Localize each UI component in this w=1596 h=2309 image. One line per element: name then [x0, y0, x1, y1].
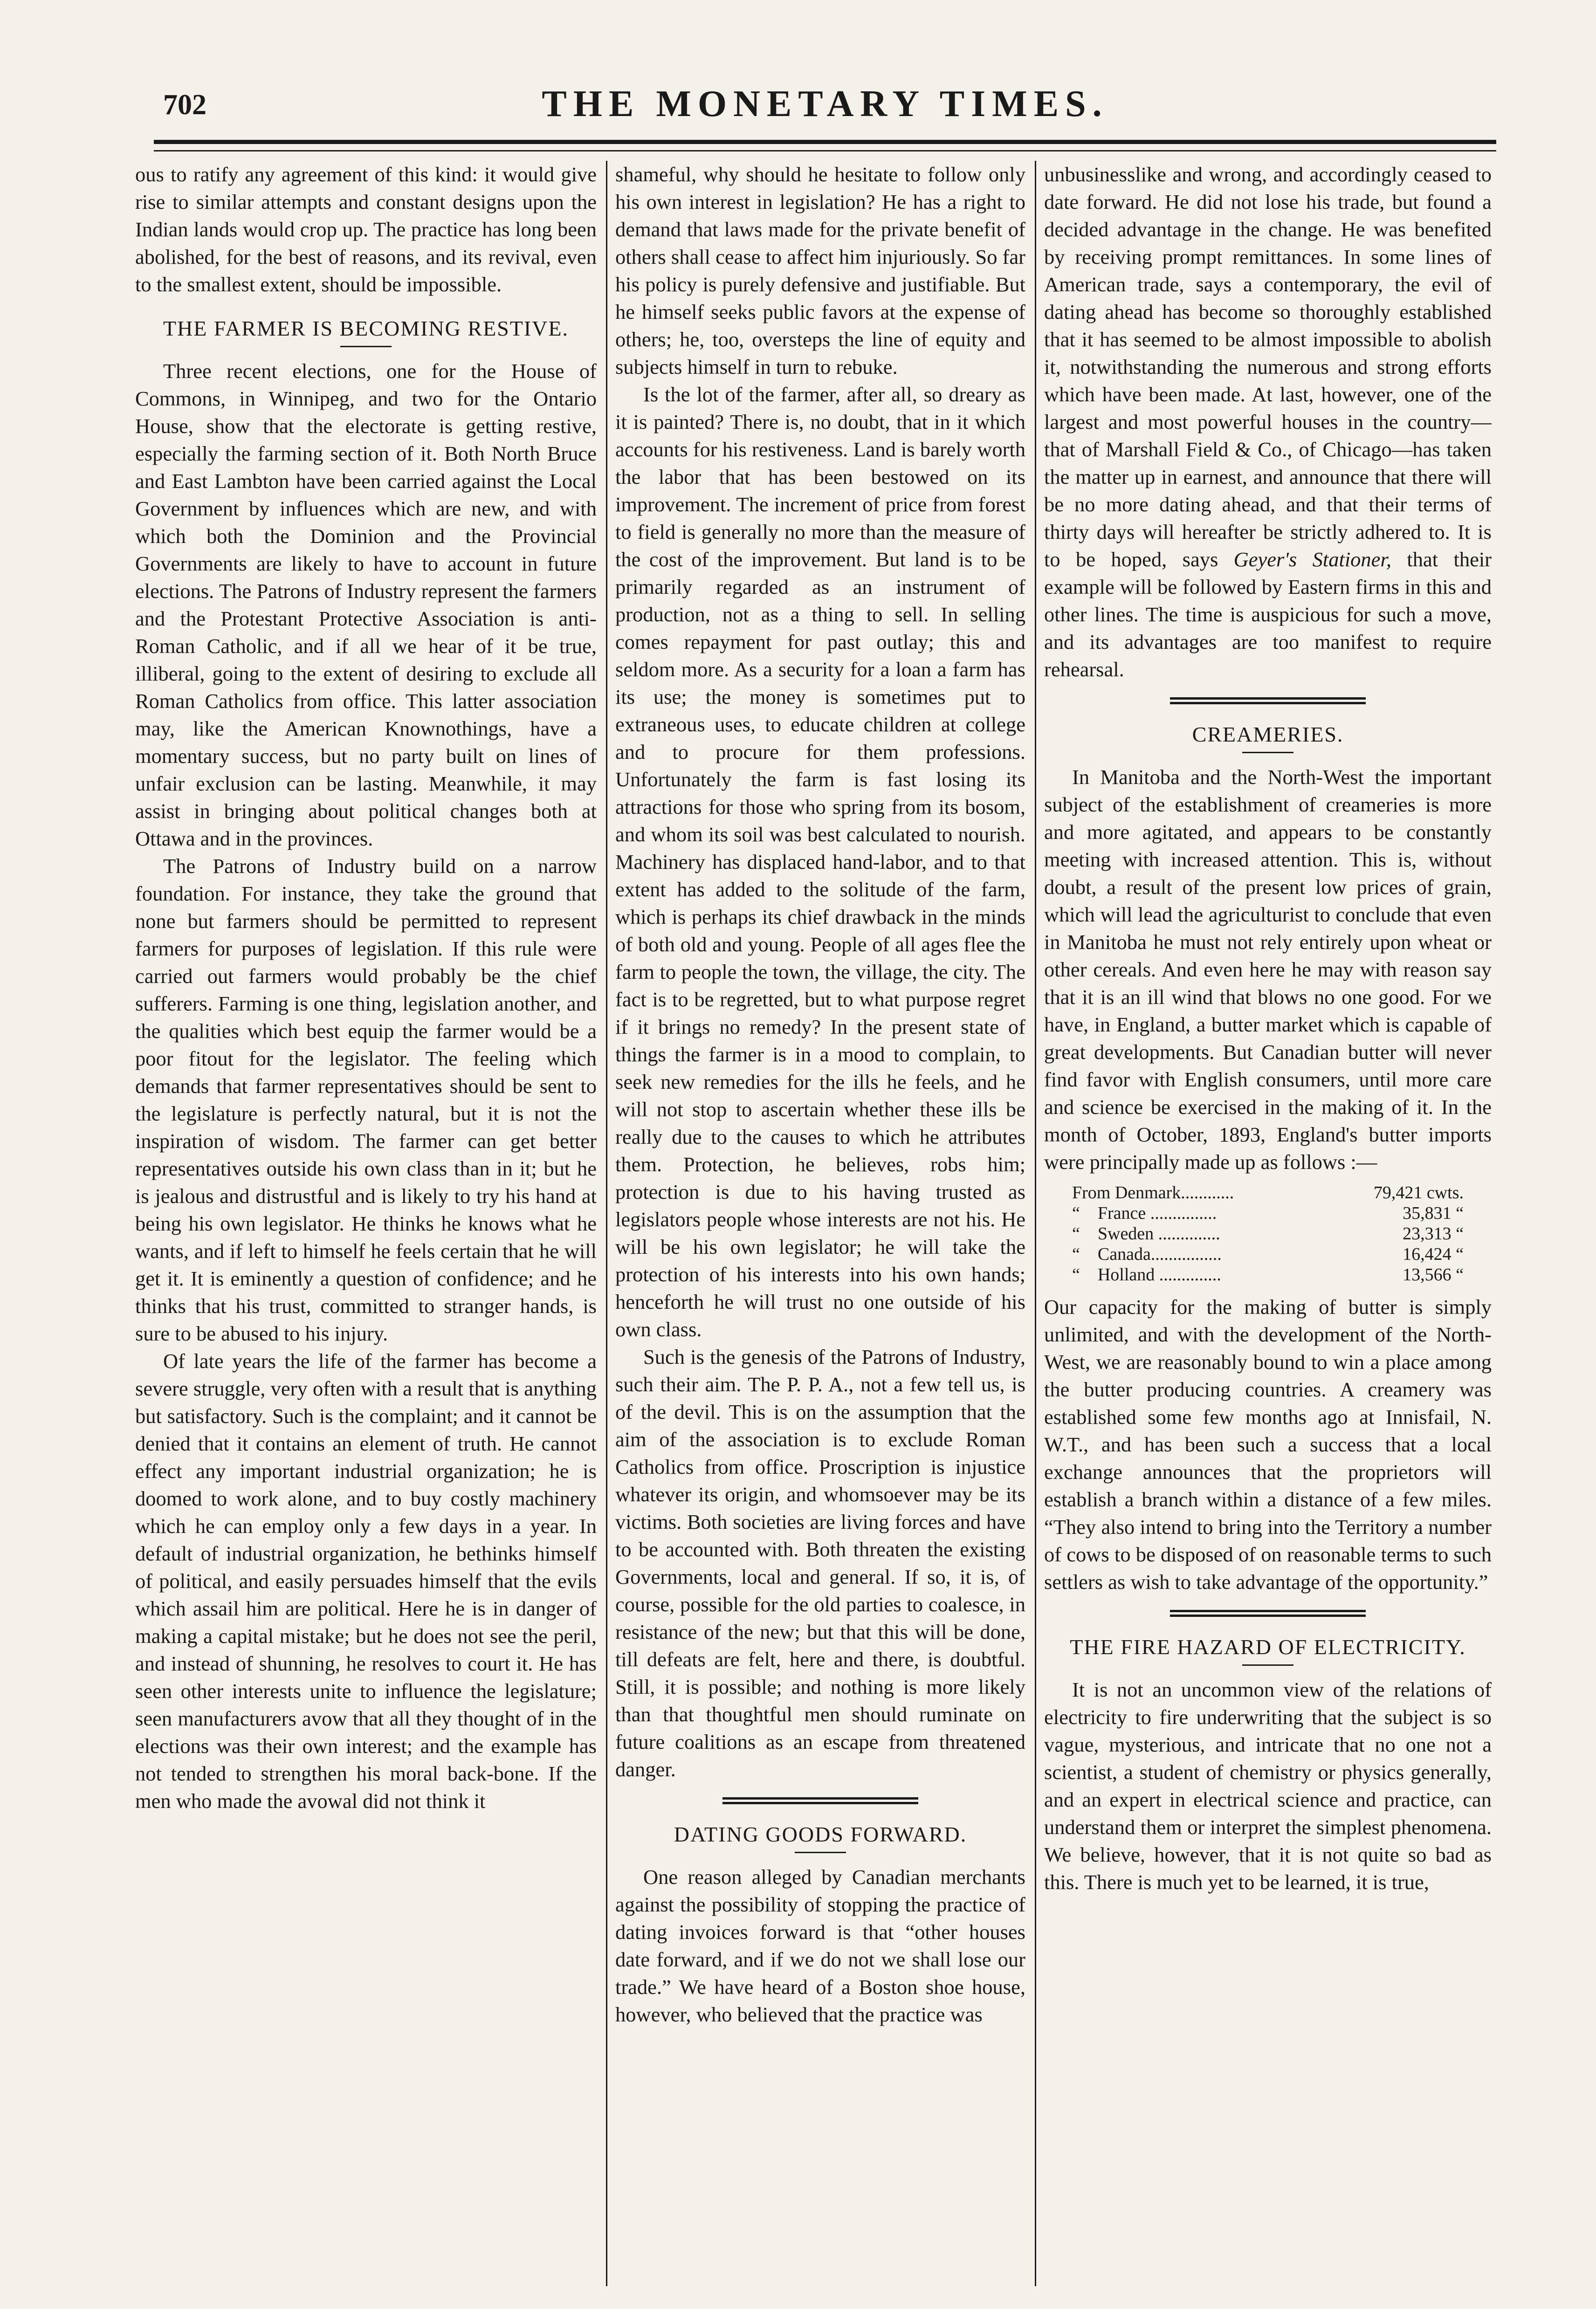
- import-country: “ Sweden ..............: [1072, 1224, 1220, 1244]
- heading-rule: [340, 346, 392, 347]
- paragraph: Three recent elections, one for the House of Commons, in Winnipeg, and two for the Ontario House, show that the electorate is getting restive, especially the farming section of it. Both North Bruce and East Lambton have been carried against the Local Government by influences which are new, and with which both the Dominion and the Provincial Governments are likely to have to account in future elections. The Patrons of Industry represent the farmers and the Protestant Protective Association is anti-Roman Catholic, and if all we hear of it be true, illiberal, going to the extent of desiring to exclude all Roman Catholics from office. This latter association may, like the American Knownothings, have a momentary success, but no party built on lines of unfair exclusion can be lasting. Meanwhile, it may assist in bringing about political changes both at Ottawa and in the provinces.: [135, 359, 597, 850]
- column-divider: [606, 161, 607, 2286]
- paragraph: One reason alleged by Canadian merchants against the possibility of stopping the practice of dating invoices forward is that “other houses date forward, and if we do not we shall lose our trade.” We have heard of a Boston shoe house, however, who believed that the practice was: [615, 1865, 1025, 2026]
- import-value: 16,424 “: [1403, 1244, 1464, 1264]
- paragraph: It is not an uncommon view of the relations of electricity to fire underwriting that the subject is so vague, mysterious, and intricate that no one not a scientist, a student of chemistry or physics generally, and an expert in electrical science and practice, can understand them or interpret the simplest phenomena. We believe, however, that it is not quite so bad as this. There is much yet to be learned, it is true,: [1044, 1678, 1492, 1894]
- butter-imports-table: [1072, 1182, 1464, 1285]
- section-double-rule: [1170, 697, 1366, 704]
- column-3: [1044, 161, 1492, 2286]
- section-double-rule: [1170, 1610, 1366, 1617]
- import-row: [1072, 1182, 1464, 1203]
- masthead-title: THE MONETARY TIMES.: [542, 83, 1108, 124]
- import-country: “ France ...............: [1072, 1203, 1217, 1223]
- import-row: [1072, 1223, 1464, 1244]
- header-rule-thick: [154, 140, 1496, 144]
- paragraph: Of late years the life of the farmer has become a severe struggle, very often with a result that is anything but satisfactory. Such is the complaint; and it cannot be denied that it contains an element of truth. He cannot effect any important industrial organization; he is doomed to work alone, and to buy costly machinery which he can employ only a few days in a year. In default of industrial organization, he bethinks himself of political, and easily persuades himself that the evils which assail him are political. Here he is in danger of making a capital mistake; but he does not see the peril, and instead of shunning, he resolves to court it. He has seen other interests unite to influence the legislature; seen manufacturers avow that all they thought of in the elections was their own interest; and the example has not tended to strengthen his moral back-bone. If the men who made the avowal did not think it: [135, 1349, 597, 1813]
- heading-rule: [795, 1852, 846, 1853]
- paragraph: [1044, 161, 1492, 683]
- paragraph: Our capacity for the making of butter is simply unlimited, and with the development of the North-West, we are reasonably bound to win a place among the butter producing countries. A creamery was established some few months ago at Innisfail, N. W.T., and has been such a success that a local exchange announces that the proprietors will establish a branch within a distance of a few miles. “They also intend to bring into the Territory a number of cows to be disposed of on reasonable terms to such settlers as wish to take advantage of the opportunity.”: [1044, 1295, 1492, 1594]
- import-row: [1072, 1264, 1464, 1285]
- import-value: 35,831 “: [1403, 1203, 1464, 1223]
- heading-rule: [1242, 752, 1293, 753]
- article-heading-dating: DATING GOODS FORWARD.: [674, 1822, 967, 1846]
- column-2: [615, 161, 1025, 2286]
- import-row: [1072, 1203, 1464, 1223]
- article-heading-creameries: CREAMERIES.: [1192, 722, 1344, 746]
- article-continuation: ous to ratify any agreement of this kind: it would give rise to similar attempts and constant designs upon the Indian lands would crop up. The practice has long been abolished, for the best of reasons, and its revival, even to the smallest extent, should be impossible.: [135, 163, 597, 296]
- page-header: [154, 79, 1496, 149]
- paragraph: shameful, why should he hesitate to follow only his own interest in legislation? He has a right to demand that laws made for the private benefit of others shall cease to affect him injuriously. So far his policy is purely defensive and justifiable. But he himself seeks public favors at the expense of others; he, too, oversteps the line of equity and subjects himself in turn to rebuke.: [615, 163, 1025, 378]
- import-row: [1072, 1244, 1464, 1264]
- heading-rule: [1242, 1664, 1293, 1666]
- source-citation: Geyer's Stationer,: [1233, 548, 1391, 571]
- section-double-rule: [722, 1797, 918, 1804]
- paragraph-text: unbusinesslike and wrong, and accordingly ceased to date forward. He did not lose his trade, but found a decided advantage in the change. He was benefited by receiving prompt remittances. In some lines of American trade, says a contemporary, the evil of dating ahead has become so thoroughly established that it has seemed to be almost impossible to abolish it, notwithstanding the numerous and strong efforts which have been made. At last, however, one of the largest and most powerful houses in the country—that of Marshall Field & Co., of Chicago—has taken the matter up in earnest, and announce that there will be no more dating ahead, and that their terms of thirty days will hereafter be strictly adhered to. It is to be hoped, says: [1044, 163, 1492, 571]
- header-rule-thin: [154, 150, 1496, 151]
- paragraph-text: that their example will be followed by Eastern firms in this and other lines. The time is auspicious for such a move, and its advantages are too manifest to require rehearsal.: [1044, 548, 1492, 681]
- page-number: 702: [163, 89, 206, 121]
- paragraph: Is the lot of the farmer, after all, so dreary as it is painted? There is, no doubt, that in it which accounts for his restiveness. Land is barely worth the labor that has been bestowed on its improvement. The increment of price from forest to field is generally no more than the measure of the cost of the improvement. But land is to be primarily regarded as an instrument of production, not as a thing to sell. In selling comes repayment for past outlay; this and seldom more. As a security for a loan a farm has its use; the money is sometimes put to extraneous uses, to educate children at college and to procure for them professions. Unfortunately the farm is fast losing its attractions for those who spring from its bosom, and whom its soil was best calculated to nourish. Machinery has displaced hand-labor, and to that extent has added to the solitude of the farm, which is perhaps its chief drawback in the minds of both old and young. People of all ages flee the farm to people the town, the village, the city. The fact is to be regretted, but to what purpose regret if it brings no remedy? In the present state of things the farmer is in a mood to complain, to seek new remedies for the ills he feels, and he will not stop to ascertain whether these ills be really due to the causes to which he attributes them. Protection, he believes, robs him; protection is due to his having trusted as legislators people whose interests are not his. He will be his own legislator; he will take the protection of his interests into his own hands; henceforth he will trust no one outside of his own class.: [615, 383, 1025, 1341]
- import-country: From Denmark............: [1072, 1183, 1234, 1203]
- import-value: 79,421 cwts.: [1373, 1183, 1464, 1203]
- column-1: [135, 161, 597, 2286]
- paragraph: Such is the genesis of the Patrons of Industry, such their aim. The P. P. A., not a few tell us, is of the devil. This is on the assumption that the aim of the association is to exclude Roman Catholics from office. Proscription is injustice whatever its origin, and whomsoever may be its victims. Both societies are living forces and have to be accounted with. Both threaten the existing Governments, local and general. If so, it is, of course, possible for the old parties to coalesce, in resistance of the new; but that this will be done, till defeats are felt, here and there, is doubtful. Still, it is possible; and nothing is more likely than that thoughtful men should ruminate on future coalitions as an escape from threatened danger.: [615, 1345, 1025, 1781]
- import-value: 13,566 “: [1403, 1265, 1464, 1285]
- article-heading-farmer: THE FARMER IS BECOMING RESTIVE.: [163, 316, 569, 340]
- import-value: 23,313 “: [1403, 1224, 1464, 1244]
- column-divider: [1035, 161, 1036, 2286]
- article-heading-fire-hazard: THE FIRE HAZARD OF ELECTRICITY.: [1070, 1635, 1466, 1659]
- import-country: “ Holland ..............: [1072, 1265, 1221, 1285]
- import-country: “ Canada................: [1072, 1244, 1222, 1264]
- paragraph: The Patrons of Industry build on a narrow foundation. For instance, they take the ground that none but farmers should be permitted to represent farmers for purposes of legislation. If this rule were carried out farmers would probably be the chief sufferers. Farming is one thing, legislation another, and the qualities which best equip the farmer would be a poor fitout for the legislator. The feeling which demands that farmer representatives should be sent to the legislature is perfectly natural, but it is not the inspiration of wisdom. The farmer can get better representatives outside his own class than in it; but he is jealous and distrustful and is likely to try his hand at being his own legislator. He thinks he knows what he wants, and if left to himself he feels certain that he will get it. It is eminently a question of confidence; and he thinks that his trust, committed to stranger hands, is sure to be abused to his injury.: [135, 854, 597, 1345]
- paragraph: In Manitoba and the North-West the important subject of the establishment of creameries is more and more agitated, and appears to be constantly meeting with increased attention. This is, without doubt, a result of the present low prices of grain, which will lead the agriculturist to conclude that even in Manitoba he must not rely entirely upon wheat or other cereals. And even here he may with reason say that it is an ill wind that blows no one good. For we have, in England, a butter market which is capable of great developments. But Canadian butter will never find favor with English consumers, until more care and science be exercised in the making of it. In the month of October, 1893, England's butter imports were principally made up as follows :—: [1044, 765, 1492, 1174]
